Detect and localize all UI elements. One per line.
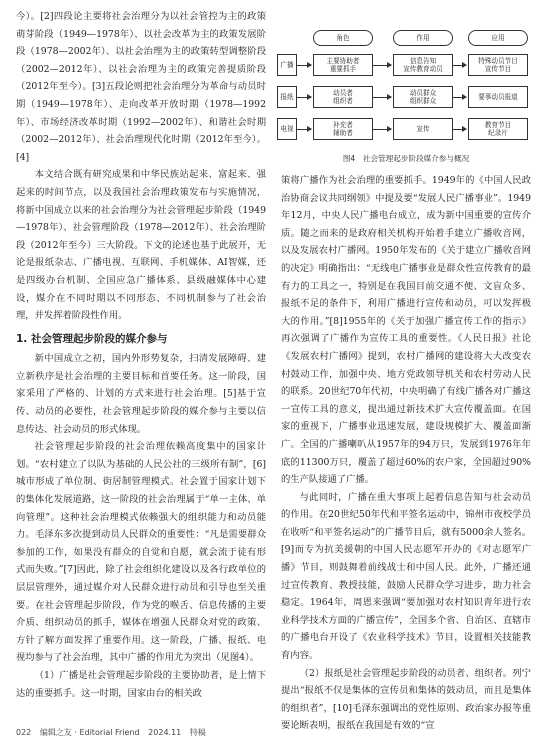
application-box: 特殊动员节目 宣传节目 — [468, 54, 528, 76]
application-box: 教育节目 纪录片 — [468, 118, 528, 140]
header-effect: 作用 — [393, 30, 453, 46]
journal-name: 编辑之友 · Editorial Friend — [39, 728, 140, 737]
paragraph: 策将广播作为社会治理的重要抓手。1949年的《中国人民政治协商会议共同纲领》中提及要“发展人民广播事业”。1949年12月，中央人民广播电台成立，成为新中国重要的宣传介质。随之而来的是政府相关机构开始着手建立广播收音网，以及发展农村广播网。1950年发布的《关于建立广播收音网的决定》明确指出：“无线电广播事业是群众性宣传教育的最有力的工具之一，特别是在我国目前交通不便、文盲众多、报纸不足的条件下，利用广播进行宣传和动员，可以发挥极大的作用。”[8]1955年的《关于加强广播宣传工作的指示》再次强调了广播作为宣传工具的重要性。《人民日报》社论《发展农村广播网》提到，农村广播网的建设将大大改变农村鼓动工作，加强中央、地方党政领导机关和农村劳动人民的联系。20世纪70年代初，中央明确了有线广播各对广播这一宣传工具的意义，提出通过新技术扩大宣传覆盖面。在国家的重视下，广播事业迅速发展，建设规模扩大、覆盖面渐广。全国的广播喇叭从1957年的94万只，发展到1976年年底的11300万只，覆盖了超过60%的农户家，全国超过90%的生产队接通了广播。 — [281, 175, 531, 486]
arrow — [297, 129, 311, 130]
arrow — [453, 129, 466, 130]
media-label: 电视 — [277, 118, 297, 140]
arrow — [297, 97, 311, 98]
header-role: 角色 — [313, 30, 373, 46]
page-number: 022 — [16, 728, 32, 737]
effect-box: 宣传 — [393, 118, 453, 140]
arrow — [297, 65, 311, 66]
arrow — [453, 97, 466, 98]
arrow — [373, 65, 391, 66]
effect-box: 动员群众 组织群众 — [393, 86, 453, 108]
role-box: 动员者 组织者 — [313, 86, 373, 108]
effect-box: 信息告知 宣传教育动员 — [393, 54, 453, 76]
section-label: 特稿 — [189, 728, 206, 737]
arrow — [373, 97, 391, 98]
arrow — [453, 65, 466, 66]
paragraph: （2）报纸是社会管理起步阶段的动员者、组织者。列宁提出“报纸不仅是集体的宣传员和集体的鼓动员，而且是集体的组织者”，[10]毛泽东强调出的党性原则、政治家办报等重要论断表明，报纸在我国是有效的“宣 — [281, 667, 531, 732]
right-column — [281, 172, 531, 735]
header-application: 应用 — [468, 30, 528, 46]
arrow — [373, 129, 391, 130]
role-box: 补充者 辅助者 — [313, 118, 373, 140]
figure-caption: 图4 社会管理起步阶段媒介参与概况 — [342, 154, 470, 163]
paragraph: 与此同时，广播在重大事项上起着信息告知与社会动员的作用。在20世纪50年代和平签名运动中，锦州市夜校学员在收听“和平签名运动”的广播节目后，就有5000余人签名。[9]而专为抗美援朝的中国人民志愿军开办的《对志愿军广播》节目，则鼓舞着前线战士和中国人民。此外，广播还通过宣传教育、教授技能，鼓励人民群众学习进步，助力社会稳定。1964年，周恩来强调“要加强对农村知识青年进行农业科学技术方面的广播宣传”，全国多个省、自治区、直辖市的广播电台开设了《农业科学技术》节目，设置相关技能教育内容。 — [281, 491, 531, 662]
figure-media-overview — [273, 28, 535, 148]
page-footer — [16, 727, 212, 738]
issue: 2024.11 — [148, 728, 182, 737]
media-label: 广播 — [277, 54, 297, 76]
section-heading: 1. 社会管理起步阶段的媒介参与 — [16, 332, 168, 345]
paragraph: 新中国成立之初，国内外形势复杂，扫清发展障碍、建立新秩序是社会治理的主要目标和首要任务。这一阶段，国家采用了严格的、计划的方式来进行社会治理。[5]基于宣传、动员的必要性，社会管理起步阶段的媒介参与主要以信息传达、社会动员的形式体现。 — [16, 353, 266, 435]
media-label: 报纸 — [277, 86, 297, 108]
paragraph: 本文结合既有研究成果和中华民族站起来、富起来、强起来的时间节点，以及我国社会治理政策发布与实施情况，将新中国成立以来的社会治理分为社会管理起步阶段（1949—1978年）、社会管理阶段（1978—2012年）、社会治理阶段（2012年至今）三大阶段。下文的论述也基于此展开，无论是报纸杂志、广播电视、互联网、手机媒体、AI智媒，还是四级办台机制、全国应急广播体系、县级融媒体中心建设，媒介在不同时期以不同形态、不同机制参与了社会治理，并发挥着阶段性作用。 — [16, 169, 266, 322]
role-box: 主要协助者 重要抓手 — [313, 54, 373, 76]
paragraph: 今）。[2]四段论主要将社会治理分为以社会管控为主的政策萌芽阶段（1949—1978年）、以社会改革为主的政策发展阶段（1978—2002年）、以社会治理为主的政策转型调整阶段（2002—2012年）、以社会治理为主的政策完善提质阶段（2012年至今）。[3]五段论则把社会治理分为革命与动员时期（1949—1978年）、走向改革开放时期（1978—1992年）、市场经济改革时期（1992—2002年）、和谐社会时期（2002—2012年）、社会治理现代化时期（2012年至今）。[4] — [16, 11, 266, 163]
left-column — [16, 8, 266, 702]
paragraph: 社会管理起步阶段的社会治理依赖高度集中的国家计划。“农村建立了以队为基础的人民公社的三级所有制”，[6]城市形成了单位制、街居制管理模式。社会置于国家计划下的集体化发展道路，这一阶段的社会治理属于“单一主体、单向管理”。这种社会治理模式依赖强大的组织能力和动员能力。毛泽东多次提到动员人民群众的重要性：“凡是需要群众参加的工作，如果没有群众的自觉和自愿，就会流于徒有形式而失败。”[7]因此，除了社会组织化建设以及各行政单位的层层管理外，通过媒介对人民群众进行动员和引导也至关重要。在社会管理起步阶段，作为党的喉舌、信息传播的主要介质、组织动员的抓手，媒体在增强人民群众对党的政策、方针了解方面发挥了重要作用。这一阶段，广播、报纸、电视均参与了社会治理，其中广播的作用尤为突出（见图4）。 — [16, 441, 266, 664]
application-box: 要事动员报道 — [468, 86, 528, 108]
paragraph: （1）广播是社会管理起步阶段的主要协助者，是上情下达的重要抓手。这一时期，国家由台的相关政 — [16, 669, 266, 699]
